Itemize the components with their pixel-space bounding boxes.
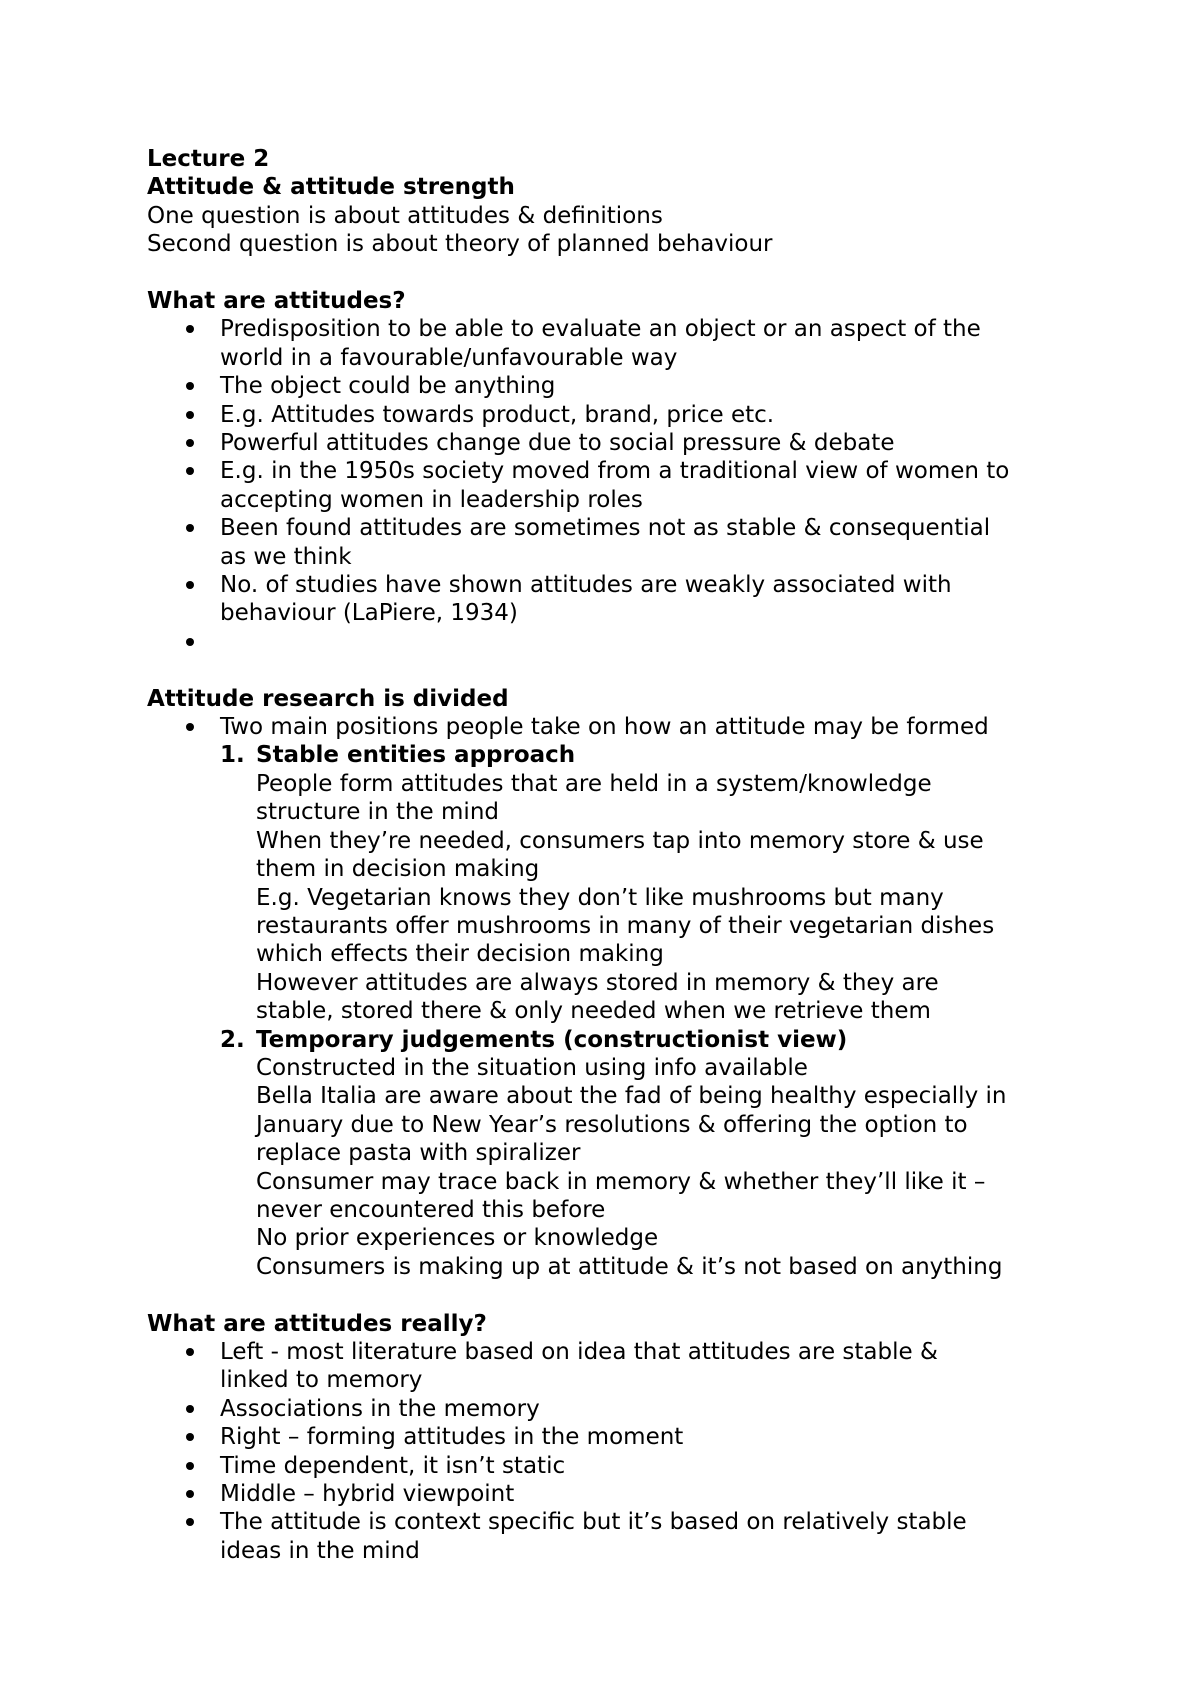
list-item-text: as we think	[220, 543, 352, 570]
body-line: Bella Italia are aware about the fad of being healthy especially in	[256, 1083, 1007, 1110]
list-item-text: E.g. in the 1950s society moved from a traditional view of women to	[220, 458, 1010, 485]
body-line: However attitudes are always stored in memory & they are	[256, 969, 939, 996]
list-item-text: Powerful attitudes change due to social pressure & debate	[220, 430, 895, 457]
lecture-title: Lecture 2	[147, 146, 270, 172]
item-number: 2.	[220, 1026, 245, 1053]
section-heading: Attitude research is divided	[147, 685, 509, 712]
blank-line	[147, 1281, 1080, 1309]
list-item	[147, 401, 1080, 429]
numbered-item-body	[147, 1054, 1080, 1281]
body-line: restaurants offer mushrooms in many of their vegetarian dishes	[256, 912, 995, 939]
list-item	[147, 514, 1080, 571]
list-item-text: linked to memory	[220, 1367, 423, 1394]
list-item	[147, 315, 1080, 372]
intro-line: One question is about attitudes & definitions	[147, 202, 663, 229]
list-item	[147, 1338, 1080, 1395]
numbered-item-title: Temporary judgements (constructionist view)	[256, 1026, 848, 1053]
list-item-text: behaviour (LaPiere, 1934)	[220, 600, 518, 627]
item-number: 1.	[220, 742, 245, 769]
body-line: January due to New Year’s resolutions & offering the option to	[256, 1111, 968, 1138]
bullet-list	[147, 315, 1080, 656]
body-line: No prior experiences or knowledge	[256, 1225, 659, 1252]
list-item-text: The object could be anything	[220, 373, 556, 400]
list-item	[147, 457, 1080, 514]
list-item	[147, 1395, 1080, 1423]
lecture-subtitle: Attitude & attitude strength	[147, 174, 515, 201]
list-item-text: Two main positions people take on how an attitude may be formed	[220, 714, 989, 741]
list-item-text: Predisposition to be able to evaluate an object or an aspect of the	[220, 316, 981, 343]
list-item	[147, 1452, 1080, 1480]
numbered-item	[147, 741, 1080, 769]
body-line: Constructed in the situation using info available	[256, 1054, 808, 1081]
list-item-text: Time dependent, it isn’t static	[220, 1452, 566, 1479]
list-item-text	[220, 628, 1080, 656]
list-item	[147, 429, 1080, 457]
numbered-item-title: Stable entities approach	[256, 742, 576, 769]
list-item	[147, 571, 1080, 628]
blank-line	[147, 259, 1080, 287]
list-item	[147, 1480, 1080, 1508]
list-item-text: E.g. Attitudes towards product, brand, price etc.	[220, 401, 775, 428]
list-item-text: ideas in the mind	[220, 1537, 420, 1564]
blank-line	[147, 656, 1080, 684]
list-item	[147, 1423, 1080, 1451]
body-line: never encountered this before	[256, 1196, 606, 1223]
list-item-text: Middle – hybrid viewpoint	[220, 1481, 515, 1508]
body-line: which effects their decision making	[256, 941, 664, 968]
list-item-text: Associations in the memory	[220, 1395, 540, 1422]
body-line: stable, stored there & only needed when we retrieve them	[256, 998, 931, 1025]
body-line: Consumer may trace back in memory & whether they’ll like it –	[256, 1168, 986, 1195]
body-line: E.g. Vegetarian knows they don’t like mushrooms but many	[256, 884, 944, 911]
section-heading: What are attitudes really?	[147, 1310, 487, 1337]
body-line: Consumers is making up at attitude & it’s not based on anything	[256, 1253, 1003, 1280]
numbered-item	[147, 1026, 1080, 1054]
section-heading: What are attitudes?	[147, 288, 406, 315]
body-line: replace pasta with spiralizer	[256, 1140, 581, 1167]
body-line: them in decision making	[256, 856, 540, 883]
list-item-text: No. of studies have shown attitudes are weakly associated with	[220, 572, 952, 599]
list-item	[147, 1508, 1080, 1565]
list-item	[147, 713, 1080, 741]
intro-line: Second question is about theory of planned behaviour	[147, 231, 773, 258]
body-line: People form attitudes that are held in a system/knowledge	[256, 770, 932, 797]
list-item-text: Been found attitudes are sometimes not as stable & consequential	[220, 515, 991, 542]
list-item-text: world in a favourable/unfavourable way	[220, 344, 678, 371]
body-line: structure in the mind	[256, 799, 499, 826]
list-item	[147, 372, 1080, 400]
list-item-text: accepting women in leadership roles	[220, 486, 643, 513]
numbered-item-body	[147, 770, 1080, 1026]
list-item-text: Right – forming attitudes in the moment	[220, 1424, 684, 1451]
body-line: When they’re needed, consumers tap into memory store & use	[256, 827, 984, 854]
list-item-text: The attitude is context specific but it’s based on relatively stable	[220, 1509, 967, 1536]
list-item-text: Left - most literature based on idea that attitudes are stable &	[220, 1339, 938, 1365]
list-item-empty	[147, 628, 1080, 656]
bullet-list	[147, 713, 1080, 741]
bullet-list	[147, 1338, 1080, 1565]
